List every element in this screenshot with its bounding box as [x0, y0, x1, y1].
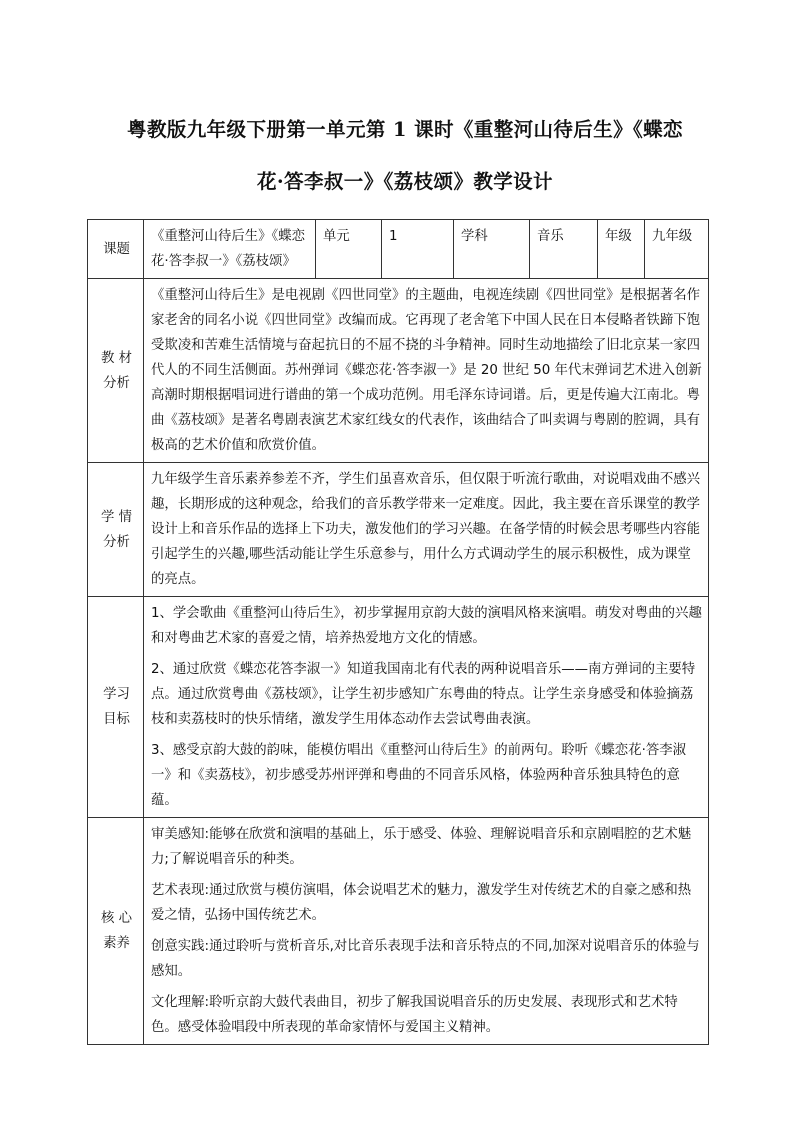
subject-value: 音乐 [530, 220, 598, 279]
material-label-line-1: 教 材 [100, 350, 133, 366]
material-label [88, 279, 144, 463]
subject-label: 学科 [454, 220, 530, 279]
grade-label: 年级 [598, 220, 645, 279]
document-title [95, 104, 715, 208]
literacy-text [144, 818, 709, 1045]
objective-item: 2、通过欣赏《蝶恋花答李淑一》知道我国南北有代表的两种说唱音乐——南方弹词的主要特点。通过欣赏粤曲《荔枝颂》，让学生初步感知广东粤曲的特点。让学生亲身感受和体验摘荔枝和卖荔枝时的快乐情绪，激发学生用体态动作去尝试粤曲表演。 [151, 662, 696, 727]
literacy-item: 艺术表现:通过欣赏与模仿演唱，体会说唱艺术的魅力，激发学生对传统艺术的自豪之感和热爱之情，弘扬中国传统艺术。 [151, 883, 692, 923]
literacy-item: 创意实践:通过聆听与赏析音乐,对比音乐表现手法和音乐特点的不同,加深对说唱音乐的体验与感知。 [151, 939, 700, 979]
objectives-label-line-1: 学习 [103, 687, 130, 702]
learner-label-line-1: 学 情 [100, 509, 133, 525]
header-row [88, 220, 709, 279]
topic-value: 《重整河山待后生》《蝶恋花·答李叔一》《荔枝颂》 [144, 220, 316, 279]
literacy-item: 文化理解:聆听京韵大鼓代表曲目，初步了解我国说唱音乐的历史发展、表现形式和艺术特色。感受体验唱段中所表现的革命家情怀与爱国主义精神。 [151, 995, 678, 1035]
literacy-label-line-2: 素养 [103, 936, 130, 951]
objective-item: 1、学会歌曲《重整河山待后生》，初步掌握用京韵大鼓的演唱风格来演唱。萌发对粤曲的兴趣和对粤曲艺术家的喜爱之情，培养热爱地方文化的情感。 [151, 606, 702, 646]
unit-label: 单元 [316, 220, 382, 279]
literacy-label [88, 818, 144, 1045]
learner-paragraph: 九年级学生音乐素养参差不齐，学生们虽喜欢音乐，但仅限于听流行歌曲，对说唱戏曲不感兴趣，长期形成的这种观念，给我们的音乐教学带来一定难度。因此，我主要在音乐课堂的教学设计上和音乐作品的选择上下功夫，激发他们的学习兴趣。在备学情的时候会思考哪些内容能引起学生的兴趣,哪些活动能让学生乐意参与，用什么方式调动学生的展示积极性，成为课堂的亮点。 [151, 472, 701, 587]
title-line-2: 花·答李叔一》《荔枝颂》教学设计 [257, 170, 553, 193]
material-label-line-2: 分析 [103, 375, 130, 391]
material-text [144, 279, 709, 463]
literacy-row [88, 818, 709, 1045]
learner-row [88, 463, 709, 597]
learner-text [144, 463, 709, 597]
grade-value: 九年级 [645, 220, 709, 279]
objectives-label-line-2: 目标 [103, 712, 130, 727]
title-line-1: 粤教版九年级下册第一单元第 1 课时《重整河山待后生》《蝶恋 [127, 118, 683, 141]
literacy-label-line-1: 核 心 [100, 911, 133, 926]
material-row [88, 279, 709, 463]
material-paragraph: 《重整河山待后生》是电视剧《四世同堂》的主题曲，电视连续剧《四世同堂》是根据著名作家老舍的同名小说《四世同堂》改编而成。它再现了老舍笔下中国人民在日本侵略者铁蹄下饱受欺凌和苦难生活情境与奋起抗日的不屈不挠的斗争精神。同时生动地描绘了旧北京某一家四代人的不同生活侧面。苏州弹词《蝶恋花·答李淑一》是 20 世纪 50 年代末弹词艺术进入创新高潮时期根据唱词进行谱曲的第一个成功范例。用毛泽东诗词谱。后，更是传遍大江南北。粤曲《荔枝颂》是著名粤剧表演艺术家红线女的代表作，该曲结合了叫卖调与粤剧的腔调，具有极高的艺术价值和欣赏价值。 [151, 288, 702, 453]
learner-label [88, 463, 144, 597]
unit-value: 1 [382, 220, 454, 279]
objective-item: 3、感受京韵大鼓的韵味，能模仿唱出《重整河山待后生》的前两句。聆听《蝶恋花·答李淑一》和《卖荔枝》，初步感受苏州评弹和粤曲的不同音乐风格，体验两种音乐独具特色的意蕴。 [151, 743, 687, 808]
lesson-plan-table [87, 219, 709, 1045]
objectives-label [88, 597, 144, 818]
learner-label-line-2: 分析 [103, 534, 130, 550]
topic-label: 课题 [88, 220, 144, 279]
objectives-text [144, 597, 709, 818]
objectives-row [88, 597, 709, 818]
literacy-item: 审美感知:能够在欣赏和演唱的基础上，乐于感受、体验、理解说唱音乐和京剧唱腔的艺术魅力;了解说唱音乐的种类。 [151, 827, 692, 867]
